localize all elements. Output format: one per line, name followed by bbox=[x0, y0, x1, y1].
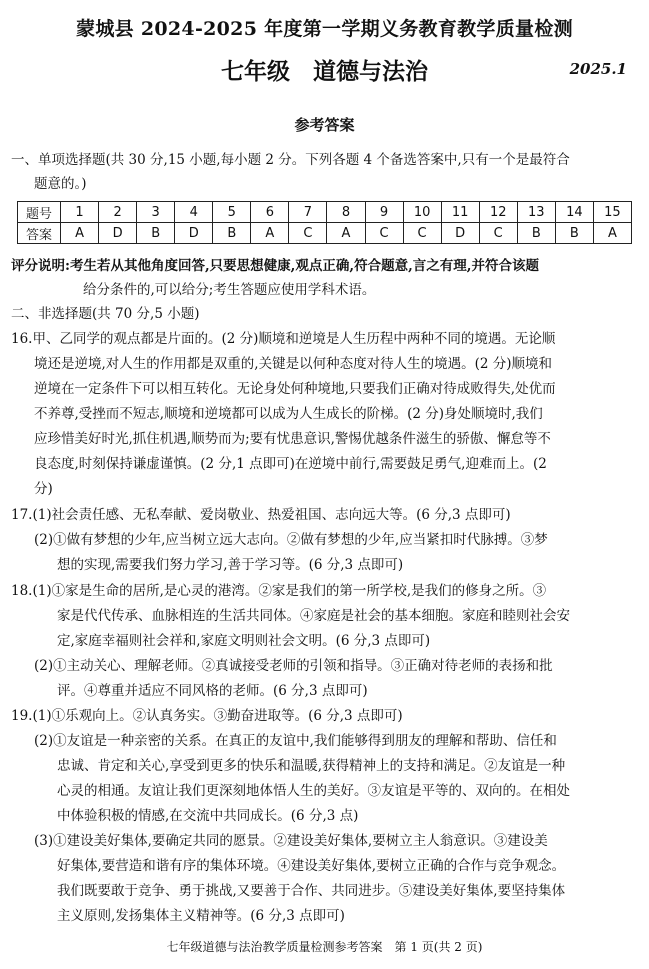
page-footer: 七年级道德与法治教学质量检测参考答案 第 1 页(共 2 页) bbox=[166, 940, 483, 954]
row-label-number: 题号 bbox=[18, 202, 61, 223]
answer-line: 19.(1)①乐观向上。②认真务实。③勤奋进取等。(6 分,3 点即可) bbox=[11, 708, 403, 724]
answer-line: 中体验积极的情感,在交流中共同成长。(6 分,3 点) bbox=[57, 808, 359, 824]
section1-heading: 一、单项选择题(共 30 分,15 小题,每小题 2 分。下列各题 4 个备选答案中,只有一个是最符合 bbox=[11, 152, 570, 168]
answer-line: 17.(1)社会责任感、无私奉献、爱岗敬业、热爱祖国、志向远大等。(6 分,3 点即可) bbox=[11, 507, 511, 523]
question-number: 1 bbox=[61, 202, 99, 223]
answer-line: (2)①友谊是一种亲密的关系。在真正的友谊中,我们能够得到朋友的理解和帮助、信任和 bbox=[34, 733, 557, 749]
question-number: 13 bbox=[517, 202, 555, 223]
question-number: 6 bbox=[251, 202, 289, 223]
answer-cell: B bbox=[555, 223, 593, 244]
question-number: 5 bbox=[213, 202, 251, 223]
question-number: 10 bbox=[403, 202, 441, 223]
answer-cell: A bbox=[61, 223, 99, 244]
answer-line: 想的实现,需要我们努力学习,善于学习等。(6 分,3 点即可) bbox=[57, 557, 404, 573]
exam-title: 蒙城县 2024-2025 年度第一学期义务教育教学质量检测 bbox=[76, 18, 573, 40]
question-number-row bbox=[18, 202, 632, 223]
question-number: 12 bbox=[479, 202, 517, 223]
answer-cell: C bbox=[365, 223, 403, 244]
answer-line: 忠诚、肯定和关心,享受到更多的快乐和温暖,获得精神上的支持和满足。②友谊是一种 bbox=[57, 758, 566, 774]
answer-line: 不养尊,受挫而不短志,顺境和逆境都可以成为人生成长的阶梯。(2 分)身处顺境时,我们 bbox=[34, 406, 543, 422]
question-number: 4 bbox=[175, 202, 213, 223]
question-number: 8 bbox=[327, 202, 365, 223]
answer-cell: C bbox=[289, 223, 327, 244]
exam-date: 2025.1 bbox=[569, 60, 627, 78]
answer-cell: B bbox=[137, 223, 175, 244]
answer-line: (2)①主动关心、理解老师。②真诚接受老师的引领和指导。③正确对待老师的表扬和批 bbox=[34, 658, 553, 674]
answer-row bbox=[18, 223, 632, 244]
scoring-note: 评分说明:考生若从其他角度回答,只要思想健康,观点正确,符合题意,言之有理,并符合该题 bbox=[11, 258, 539, 274]
answer-line: 评。④尊重并适应不同风格的老师。(6 分,3 点即可) bbox=[57, 683, 368, 699]
section1-heading-cont: 题意的。) bbox=[34, 176, 87, 192]
question-number: 7 bbox=[289, 202, 327, 223]
answer-line: 我们既要敢于竞争、勇于挑战,又要善于合作、共同进步。⑤建设美好集体,要坚持集体 bbox=[57, 883, 566, 899]
answer-cell: C bbox=[403, 223, 441, 244]
answer-line: 逆境在一定条件下可以相互转化。无论身处何种境地,只要我们正确对待成败得失,处优而 bbox=[34, 381, 556, 397]
answer-cell: D bbox=[441, 223, 479, 244]
answer-line: 定,家庭幸福则社会祥和,家庭文明则社会文明。(6 分,3 点即可) bbox=[57, 633, 431, 649]
answer-cell: A bbox=[251, 223, 289, 244]
answer-cell: A bbox=[327, 223, 365, 244]
answer-line: 分) bbox=[34, 481, 53, 497]
answer-line: 主义原则,发扬集体主义精神等。(6 分,3 点即可) bbox=[57, 908, 345, 924]
question-number: 9 bbox=[365, 202, 403, 223]
answer-cell: D bbox=[175, 223, 213, 244]
question-number: 2 bbox=[99, 202, 137, 223]
question-number: 14 bbox=[555, 202, 593, 223]
row-label-answer: 答案 bbox=[18, 223, 61, 244]
answer-key-heading: 参考答案 bbox=[294, 116, 355, 134]
section2-heading: 二、非选择题(共 70 分,5 小题) bbox=[11, 306, 200, 322]
question-number: 3 bbox=[137, 202, 175, 223]
answer-line: 境还是逆境,对人生的作用都是双重的,关键是以何种态度对待人生的境遇。(2 分)顺境和 bbox=[34, 356, 552, 372]
answer-line: 良态度,时刻保持谦虚谨慎。(2 分,1 点即可)在逆境中前行,需要鼓足勇气,迎难而上。(2 bbox=[34, 456, 547, 472]
answer-line: 家是代代传承、血脉相连的生活共同体。④家庭是社会的基本细胞。家庭和睦则社会安 bbox=[57, 608, 570, 624]
answer-cell: C bbox=[479, 223, 517, 244]
answer-line: 18.(1)①家是生命的居所,是心灵的港湾。②家是我们的第一所学校,是我们的修身之所。③ bbox=[11, 583, 547, 599]
answer-line: 应珍惜美好时光,抓住机遇,顺势而为;要有忧患意识,警惕优越条件滋生的骄傲、懈怠等不 bbox=[34, 431, 551, 447]
answer-table bbox=[17, 201, 632, 244]
subject-title: 七年级 道德与法治 bbox=[221, 58, 428, 85]
answer-cell: B bbox=[213, 223, 251, 244]
answer-line: (2)①做有梦想的少年,应当树立远大志向。②做有梦想的少年,应当紧扣时代脉搏。③梦 bbox=[34, 532, 548, 548]
answer-line: (3)①建设美好集体,要确定共同的愿景。②建设美好集体,要树立主人翁意识。③建设美 bbox=[34, 833, 548, 849]
answer-cell: B bbox=[517, 223, 555, 244]
scoring-note-cont: 给分条件的,可以给分;考生答题应使用学科术语。 bbox=[83, 282, 376, 298]
answer-cell: D bbox=[99, 223, 137, 244]
question-number: 15 bbox=[593, 202, 631, 223]
answer-line: 心灵的相通。友谊让我们更深刻地体悟人生的美好。③友谊是平等的、双向的。在相处 bbox=[57, 783, 570, 799]
question-number: 11 bbox=[441, 202, 479, 223]
answer-line: 16.甲、乙同学的观点都是片面的。(2 分)顺境和逆境是人生历程中两种不同的境遇。无论顺 bbox=[11, 331, 556, 347]
answer-cell: A bbox=[593, 223, 631, 244]
answer-line: 好集体,要营造和谐有序的集体环境。④建设美好集体,要树立正确的合作与竞争观念。 bbox=[57, 858, 566, 874]
